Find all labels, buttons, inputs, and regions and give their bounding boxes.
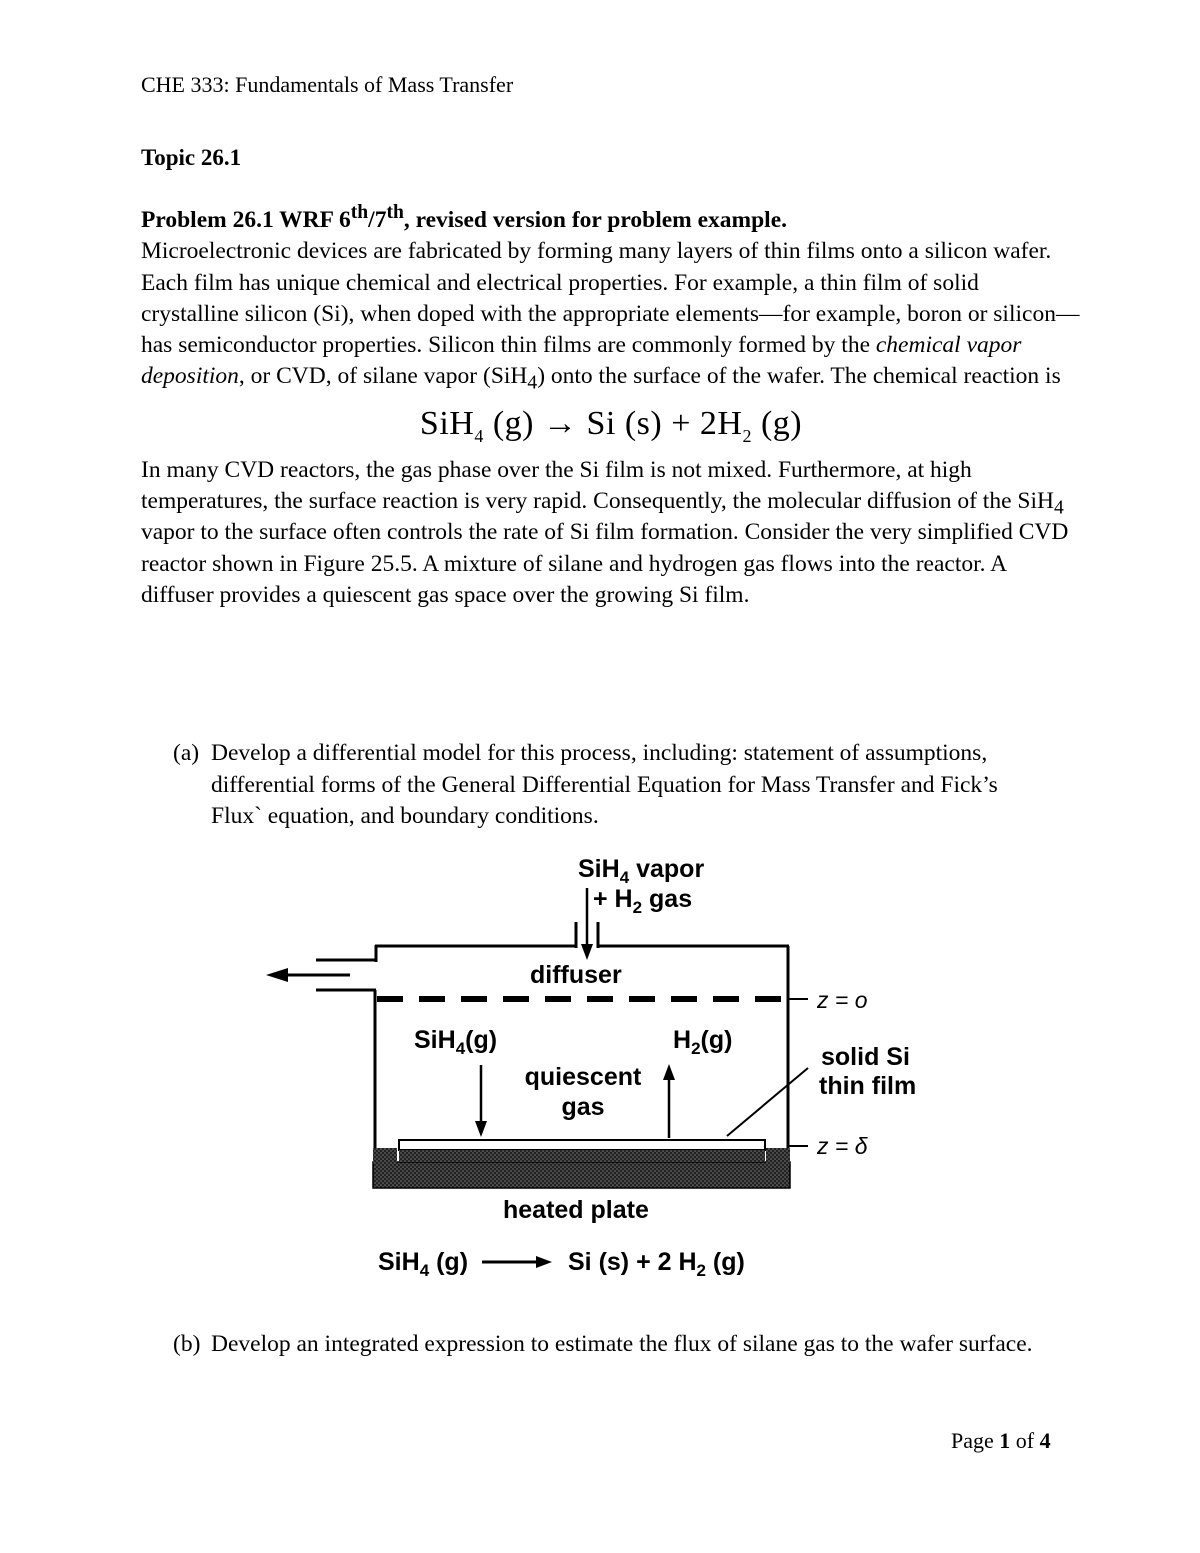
problem-paragraph-1: Problem 26.1 WRF 6th/7th, revised version for problem example. Microelectronic devices are fabricated by forming many layers of thin films onto a silicon wafer. Each film has unique chemical and electrical properties. For example, a thin film of solid crystalline silicon (Si), when doped with the appropriate elements—for example, boron or silicon—has semiconductor properties. Silicon thin films are commonly formed by the chemical vapor deposition, or CVD, of silane vapor (SiH$_4$) onto the surface of the wafer. The chemical reaction is [141,202,1080,395]
page-total: 4 [1039,1428,1051,1453]
inlet-arrow-icon [581,944,593,960]
inlet-label-line2: + $H_2$ gas [593,885,693,917]
part-b [173,1329,1053,1361]
reaction-rhs: Si (s) + 2 $H_2$ (g) [568,1248,745,1280]
z-delta-label: z = δ [817,1133,868,1159]
topic-title: Topic 26.1 [141,145,242,170]
plate-right-edge [766,1148,790,1164]
part-b-text: Develop an integrated expression to estimate the flux of silane gas to the wafer surface. [211,1331,1033,1357]
heated-plate-label: heated plate [503,1196,649,1224]
page-number: 1 [999,1428,1011,1453]
solid-si-label: solid Si [821,1043,910,1071]
outlet-arrow-icon [266,968,288,982]
z-zero-label: z = o [817,987,868,1013]
reaction-arrow-icon [536,1256,552,1268]
part-b-label: (b) [173,1331,201,1357]
plate-left-edge [373,1148,397,1164]
problem-paragraph-2: In many CVD reactors, the gas phase over the Si film is not mixed. Furthermore, at high temperatures, the surface reaction is very rapid. Consequently, the molecular diffusion of the SiH$_4$ vapor to the surface often controls the rate of Si film formation. Consider the very simplified CVD reactor shown in Figure 25.5. A mixture of silane and hydrogen gas flows into the reactor. A diffuser provides a quiescent gas space over the growing Si film. [141,456,1069,608]
inlet-label-line1: SiH$_4$ vapor [578,855,705,887]
h2-label: $H_2(g)$ [673,1026,733,1058]
quiescent-label: quiescent [524,1063,642,1091]
wafer [399,1150,765,1162]
part-a-label: (a) [173,740,200,766]
si-thin-film [399,1140,765,1150]
course-header: CHE 333: Fundamentals of Mass Transfer [141,72,514,97]
heated-plate [373,1162,790,1188]
h2-up-arrow-icon [663,1064,675,1080]
thin-film-label: thin film [819,1072,917,1100]
gas-label: gas [561,1093,605,1121]
reaction-equation: SiH$_4$ (g) → Si $(s) + 2H_2$ (g) [419,404,803,446]
sih4-label: SiH$_4$(g) [414,1026,498,1058]
sih4-down-arrow-icon [475,1121,487,1137]
part-a-text: Develop a differential model for this process, including: statement of assumptions, differential forms of the General Differential Equation for Mass Transfer and Fick’s Flux` equation, and boundary conditions. [211,740,998,829]
problem-title: Problem 26.1 WRF 6th/7th, revised version for problem example. [141,202,788,233]
reaction-lhs: SiH$_4$ (g) [378,1248,469,1280]
cvd-term: chemical vapor deposition [141,332,1022,390]
page-footer: Page 1 of 4 [951,1428,1051,1453]
diffuser-label: diffuser [530,961,622,989]
film-leader-line [727,1068,808,1136]
